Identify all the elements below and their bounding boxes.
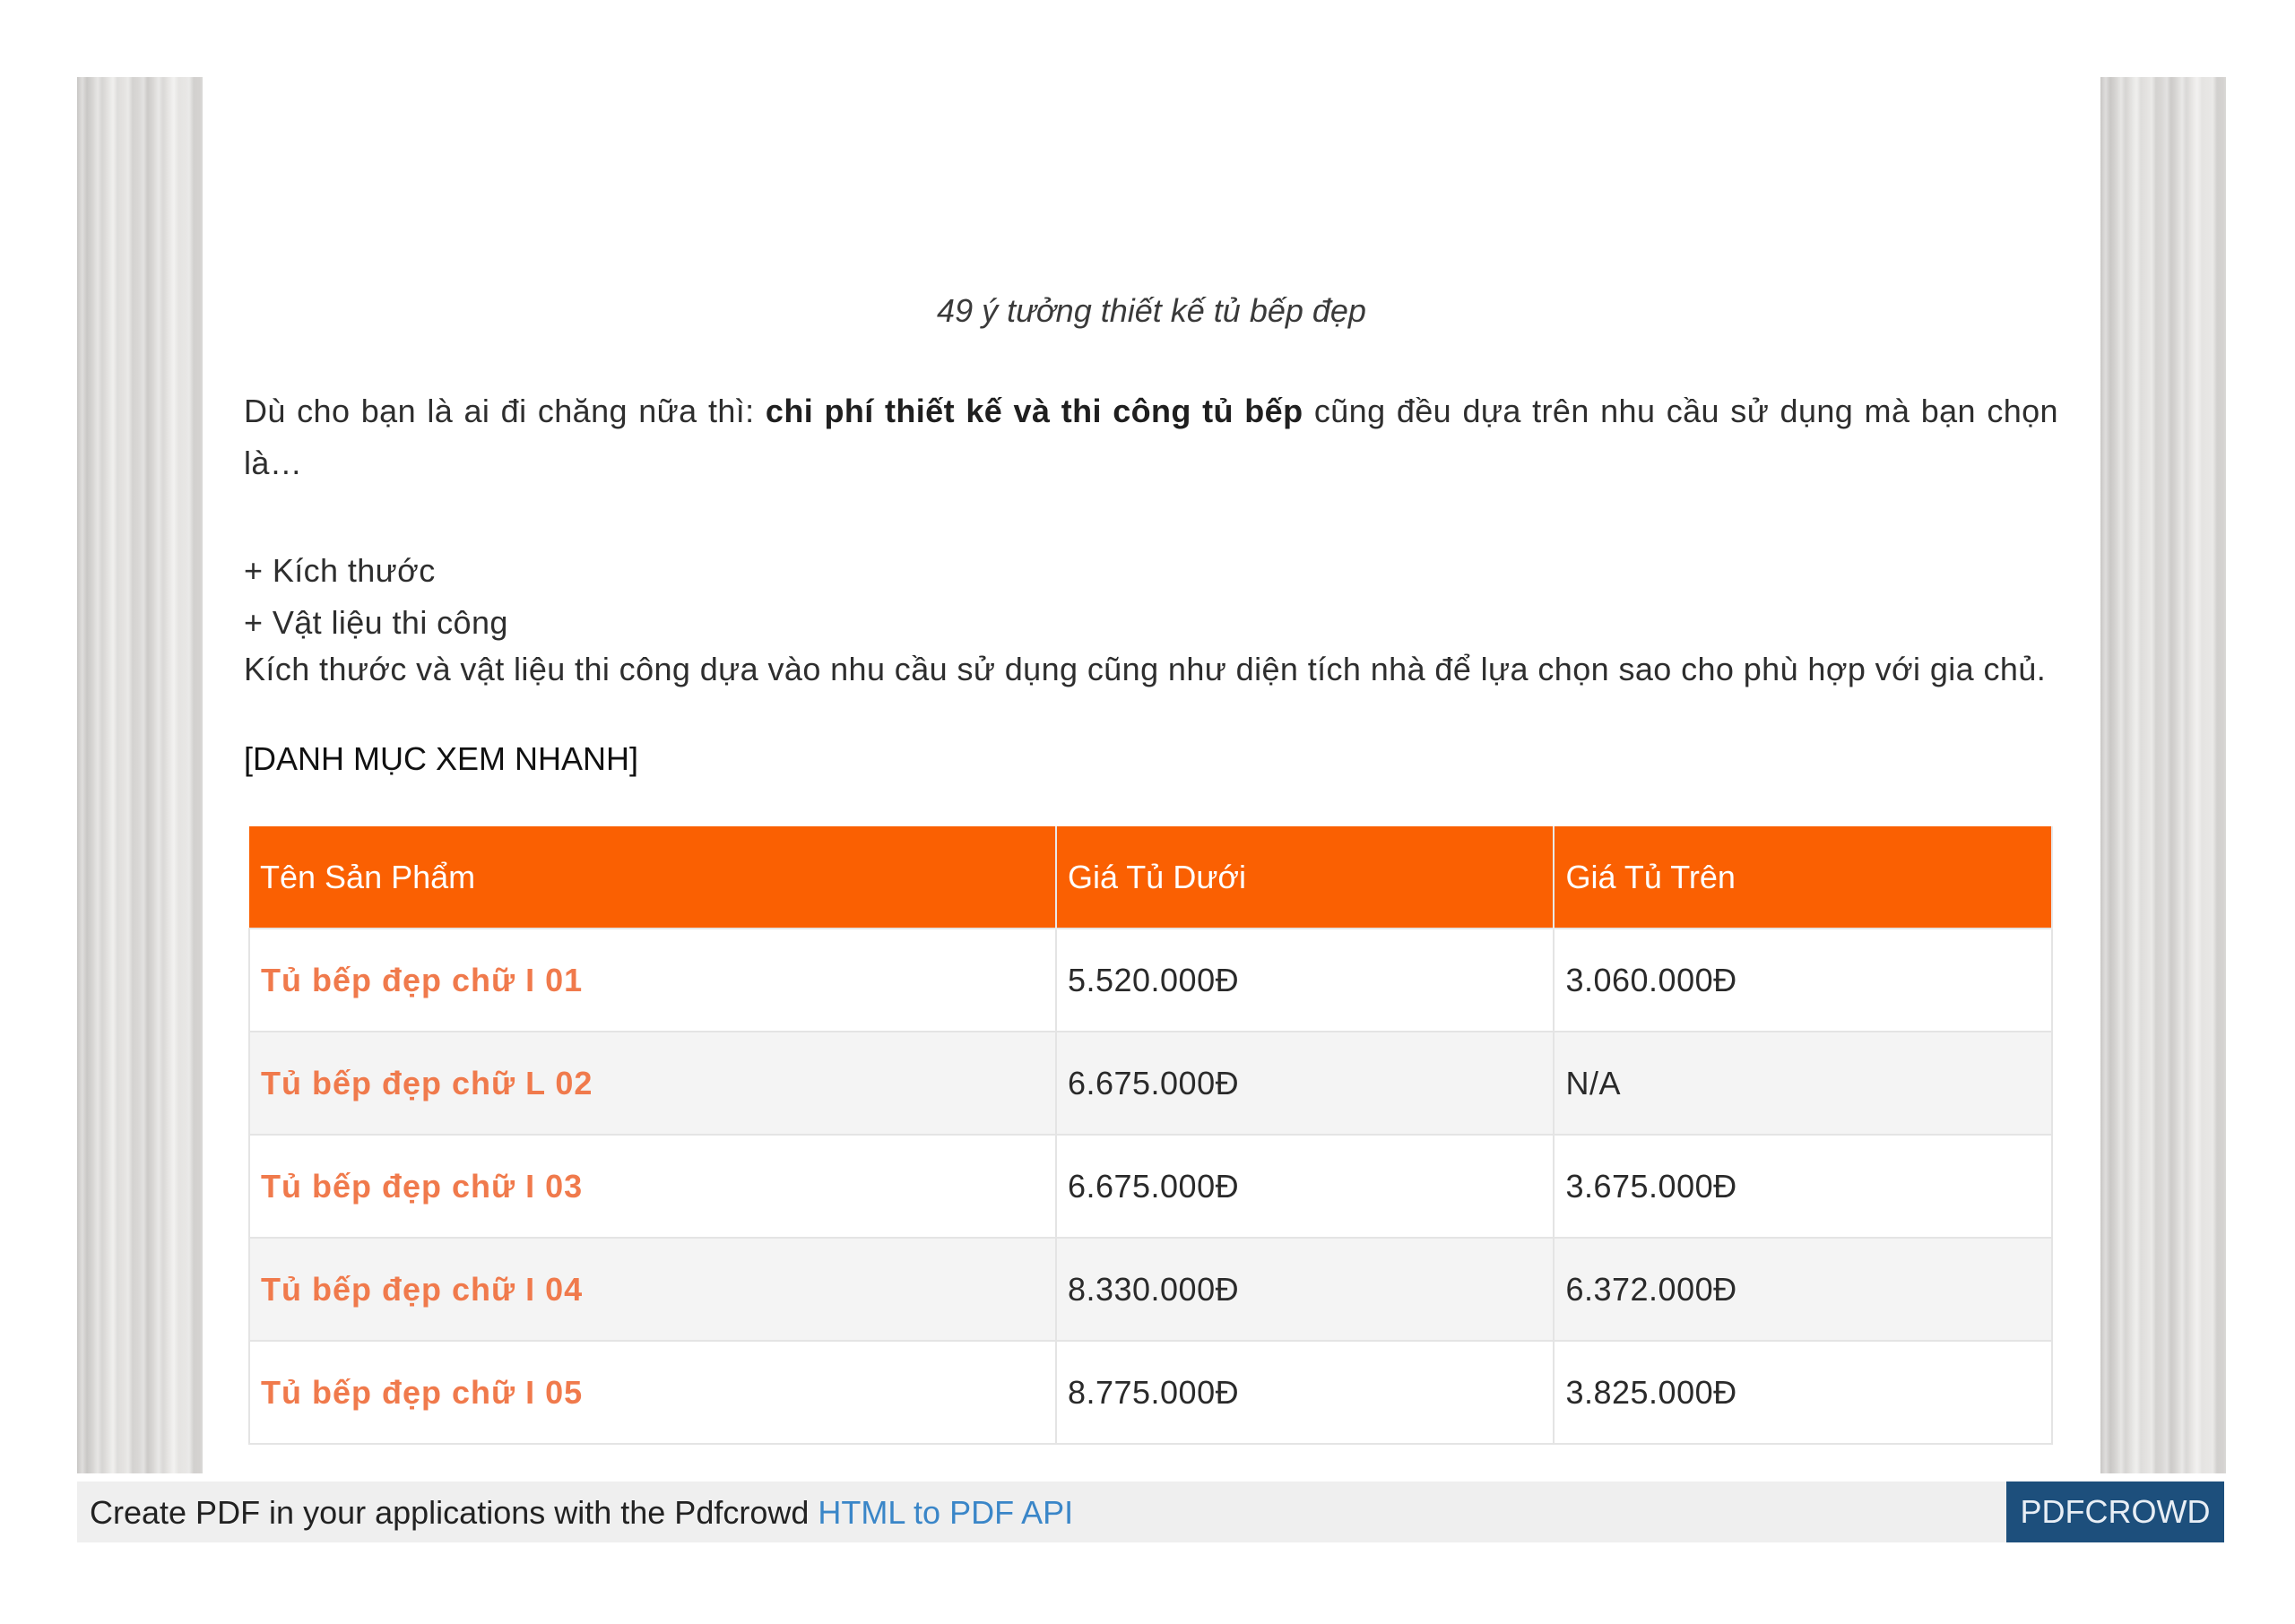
intro-bold-text: chi phí thiết kế và thi công tủ bếp: [765, 393, 1303, 429]
intro-paragraph: [244, 385, 2058, 489]
intro-text-end: cũng đều dựa trên nhu cầu sử dụng mà bạn chọn là…: [244, 393, 2058, 481]
price-table: [248, 826, 2053, 1445]
table-row: [249, 1032, 2052, 1135]
header-upper-cabinet-price: Giá Tủ Trên: [1554, 826, 2052, 929]
product-link[interactable]: Tủ bếp đẹp chữ I 04: [249, 1238, 1056, 1341]
upper-price: N/A: [1554, 1032, 2052, 1135]
footer-text: [90, 1494, 1073, 1532]
decorative-left-panel: [77, 77, 203, 1473]
bullet-material: + Vật liệu thi công: [244, 604, 508, 641]
table-row: [249, 1341, 2052, 1444]
quick-view-link[interactable]: [DANH MỤC XEM NHANH]: [244, 740, 639, 777]
image-caption: 49 ý tưởng thiết kế tủ bếp đẹp: [937, 292, 1366, 329]
lower-price: 5.520.000Đ: [1056, 929, 1555, 1032]
upper-price: 3.675.000Đ: [1554, 1135, 2052, 1238]
upper-price: 3.060.000Đ: [1554, 929, 2052, 1032]
document-page: [203, 77, 2100, 1473]
lower-price: 8.775.000Đ: [1056, 1341, 1555, 1444]
decorative-right-panel: [2100, 77, 2226, 1473]
lower-price: 8.330.000Đ: [1056, 1238, 1555, 1341]
table-header-row: [249, 826, 2052, 929]
footer-message: Create PDF in your applications with the Pdfcrowd: [90, 1494, 818, 1531]
product-link[interactable]: Tủ bếp đẹp chữ I 05: [249, 1341, 1056, 1444]
table-row: [249, 929, 2052, 1032]
product-link[interactable]: Tủ bếp đẹp chữ I 03: [249, 1135, 1056, 1238]
upper-price: 6.372.000Đ: [1554, 1238, 2052, 1341]
table-row: [249, 1238, 2052, 1341]
html-to-pdf-api-link[interactable]: HTML to PDF API: [818, 1494, 1074, 1531]
upper-price: 3.825.000Đ: [1554, 1341, 2052, 1444]
intro-text-start: Dù cho bạn là ai đi chăng nữa thì:: [244, 393, 766, 429]
table-row: [249, 1135, 2052, 1238]
summary-paragraph: Kích thước và vật liệu thi công dựa vào nhu cầu sử dụng cũng như diện tích nhà để lựa chọn sao cho phù hợp với gia chủ.: [244, 651, 2047, 687]
product-link[interactable]: Tủ bếp đẹp chữ I 01: [249, 929, 1056, 1032]
header-lower-cabinet-price: Giá Tủ Dưới: [1056, 826, 1555, 929]
lower-price: 6.675.000Đ: [1056, 1032, 1555, 1135]
lower-price: 6.675.000Đ: [1056, 1135, 1555, 1238]
bullet-size: + Kích thước: [244, 552, 436, 589]
pdfcrowd-button[interactable]: PDFCROWD: [2006, 1481, 2224, 1542]
product-link[interactable]: Tủ bếp đẹp chữ L 02: [249, 1032, 1056, 1135]
pdfcrowd-footer: [77, 1481, 2224, 1542]
header-product-name: Tên Sản Phẩm: [249, 826, 1056, 929]
